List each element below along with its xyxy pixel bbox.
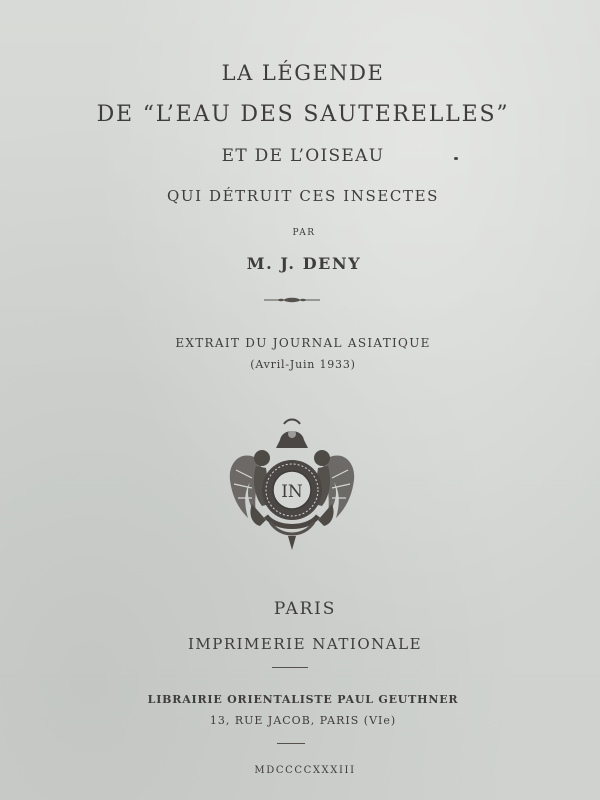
publisher-name: LIBRAIRIE ORIENTALISTE PAUL GEUTHNER bbox=[147, 693, 459, 706]
imprimerie-nationale-emblem bbox=[222, 418, 362, 556]
author-name: M. J. DENY bbox=[246, 254, 362, 273]
title-line-2: DE “L’EAU DES SAUTERELLES” bbox=[96, 102, 510, 127]
publisher-address: 13, RUE JACOB, PARIS (VIe) bbox=[209, 714, 397, 727]
title-line-1: LA LÉGENDE bbox=[221, 61, 385, 85]
ornamental-rule bbox=[262, 295, 322, 305]
emblem-monogram: IN bbox=[281, 482, 303, 502]
title-line-3: ET DE L’OISEAU bbox=[221, 146, 385, 166]
divider-rule bbox=[272, 667, 308, 668]
issue-dates: (Avril-Juin 1933) bbox=[250, 358, 356, 371]
ink-speck bbox=[454, 157, 458, 160]
publication-year: MDCCCCXXXIII bbox=[254, 765, 356, 776]
imprint-city: PARIS bbox=[273, 599, 337, 619]
printer-name: IMPRIMERIE NATIONALE bbox=[187, 635, 423, 653]
by-label: PAR bbox=[292, 228, 316, 238]
title-line-4: QUI DÉTRUIT CES INSECTES bbox=[166, 187, 440, 205]
divider-rule-small bbox=[277, 743, 305, 744]
extract-note: EXTRAIT DU JOURNAL ASIATIQUE bbox=[175, 336, 431, 350]
